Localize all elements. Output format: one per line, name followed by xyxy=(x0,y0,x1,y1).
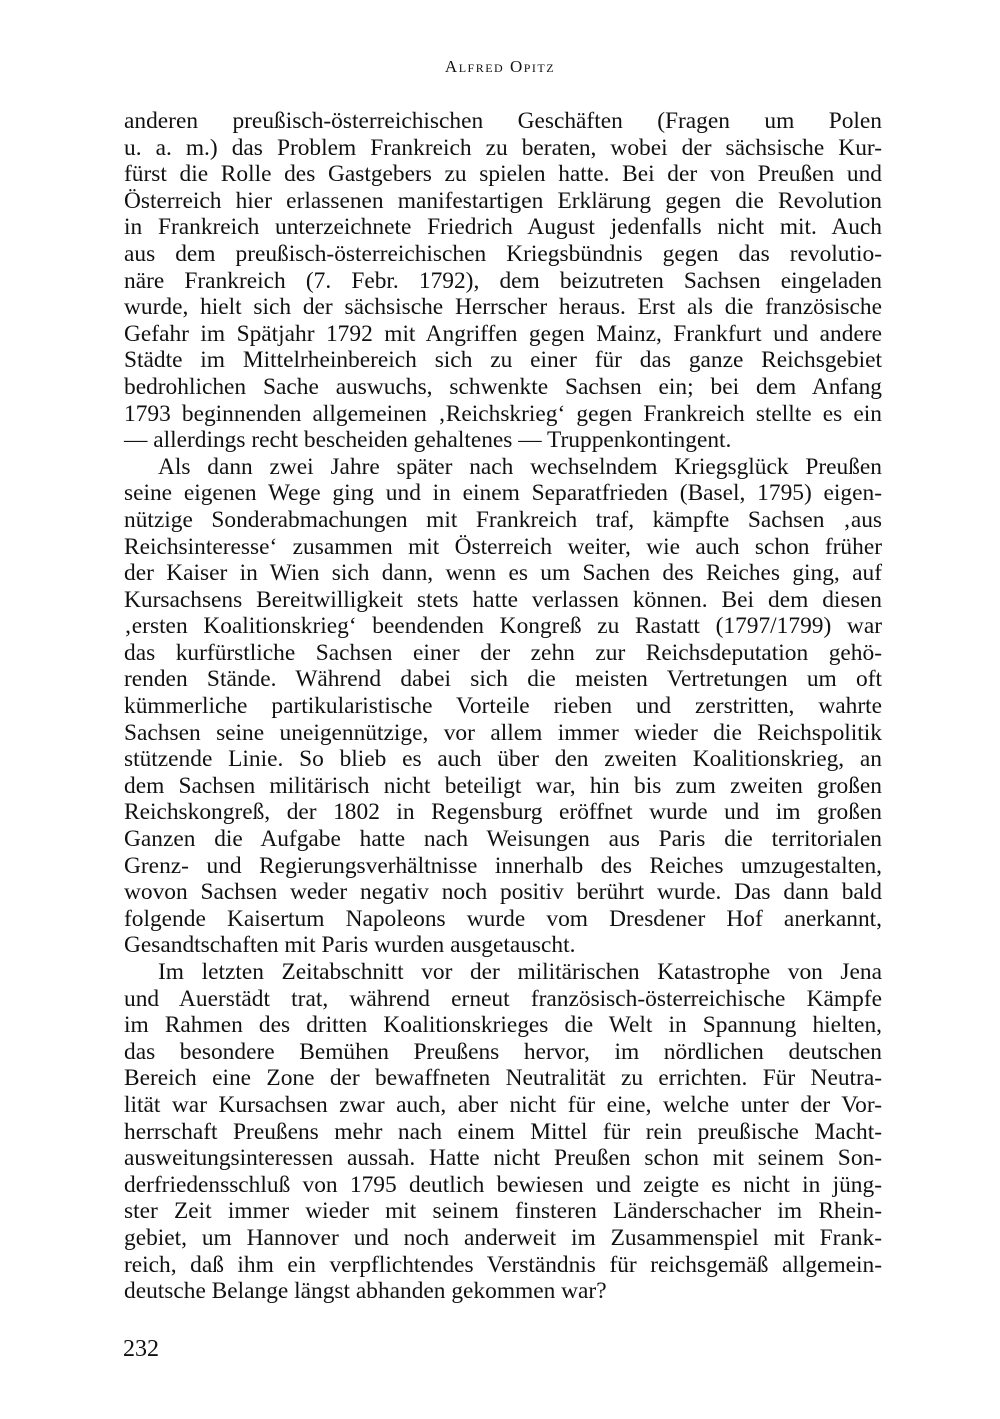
text-line: wovon Sachsen weder negativ noch positiv berührt wurde. Das dann bald xyxy=(124,879,882,906)
text-line: Städte im Mittelrheinbereich sich zu einer für das ganze Reichsgebiet xyxy=(124,347,882,374)
text-line: das kurfürstliche Sachsen einer der zehn zur Reichsdeputation gehö- xyxy=(124,639,882,666)
text-line: aus dem preußisch-österreichischen Kriegsbündnis gegen das revolutio- xyxy=(124,240,882,267)
text-line: der Kaiser in Wien sich dann, wenn es um Sachen des Reiches ging, auf xyxy=(124,560,882,587)
text-line: Als dann zwei Jahre später nach wechselndem Kriegsglück Preußen xyxy=(158,453,882,480)
text-line: Bereich eine Zone der bewaffneten Neutralität zu errichten. Für Neutra- xyxy=(124,1065,882,1092)
text-line: seine eigenen Wege ging und in einem Separatfrieden (Basel, 1795) eigen- xyxy=(124,480,882,507)
text-line: ‚ersten Koalitionskrieg‘ beendenden Kongreß zu Rastatt (1797/1799) war xyxy=(124,613,882,640)
text-line: renden Stände. Während dabei sich die meisten Vertretungen um oft xyxy=(124,666,882,693)
page-number: 232 xyxy=(123,1336,159,1362)
text-line: Reichskongreß, der 1802 in Regensburg eröffnet wurde und im großen xyxy=(124,799,882,826)
text-line: derfriedensschluß von 1795 deutlich bewiesen und zeigte es nicht in jüng- xyxy=(124,1171,882,1198)
paragraph xyxy=(124,454,882,959)
text-line: nützige Sonderabmachungen mit Frankreich traf, kämpfte Sachsen ‚aus xyxy=(124,506,882,533)
text-line: dem Sachsen militärisch nicht beteiligt war, hin bis zum zweiten großen xyxy=(124,772,882,799)
text-line: in Frankreich unterzeichnete Friedrich August jedenfalls nicht mit. Auch xyxy=(124,214,882,241)
text-line: Im letzten Zeitabschnitt vor der militärischen Katastrophe von Jena xyxy=(158,959,882,985)
text-line: näre Frankreich (7. Febr. 1792), dem beizutreten Sachsen eingeladen xyxy=(124,267,882,294)
text-line: — allerdings recht bescheiden gehaltenes — Truppenkontingent. xyxy=(124,427,732,454)
text-line: fürst die Rolle des Gastgebers zu spielen hatte. Bei der von Preußen und xyxy=(124,161,882,188)
text-line: bedrohlichen Sache auswuchs, schwenkte Sachsen ein; bei dem Anfang xyxy=(124,373,882,400)
text-line: folgende Kaisertum Napoleons wurde vom Dresdener Hof anerkannt, xyxy=(124,905,882,932)
text-line: u. a. m.) das Problem Frankreich zu beraten, wobei der sächsische Kur- xyxy=(124,134,882,161)
text-line: gebiet, um Hannover und noch anderweit im Zusammenspiel mit Frank- xyxy=(124,1224,882,1251)
text-line: Ganzen die Aufgabe hatte nach Weisungen aus Paris die territorialen xyxy=(124,826,882,853)
text-line: stützende Linie. So blieb es auch über den zweiten Koalitionskrieg, an xyxy=(124,746,882,773)
text-line: Gefahr im Spätjahr 1792 mit Angriffen gegen Mainz, Frankfurt und andere xyxy=(124,320,882,347)
text-line: das besondere Bemühen Preußens hervor, im nördlichen deutschen xyxy=(124,1038,882,1065)
text-line: Grenz- und Regierungsverhältnisse innerhalb des Reiches umzugestalten, xyxy=(124,852,882,879)
text-line: und Auerstädt trat, während erneut französisch-österreichische Kämpfe xyxy=(124,985,882,1012)
text-line: ster Zeit immer wieder mit seinem finsteren Länderschacher im Rhein- xyxy=(124,1198,882,1225)
text-line: kümmerliche partikularistische Vorteile rieben und zerstritten, wahrte xyxy=(124,693,882,720)
paragraph xyxy=(124,108,882,454)
paragraph xyxy=(124,959,882,1305)
text-line: deutsche Belange längst abhanden gekommen war? xyxy=(124,1278,607,1305)
text-line: im Rahmen des dritten Koalitionskrieges die Welt in Spannung hielten, xyxy=(124,1012,882,1039)
body-text xyxy=(124,108,882,1305)
text-line: anderen preußisch-österreichischen Geschäften (Fragen um Polen xyxy=(124,108,882,134)
text-line: Gesandtschaften mit Paris wurden ausgetauscht. xyxy=(124,932,576,959)
text-line: Sachsen seine uneigennützige, vor allem immer wieder die Reichspolitik xyxy=(124,719,882,746)
text-line: Reichsinteresse‘ zusammen mit Österreich weiter, wie auch schon früher xyxy=(124,533,882,560)
text-line: reich, daß ihm ein verpflichtendes Verständnis für reichsgemäß allgemein- xyxy=(124,1251,882,1278)
text-line: 1793 beginnenden allgemeinen ‚Reichskrieg‘ gegen Frankreich stellte es ein xyxy=(124,400,882,427)
text-line: herrschaft Preußens mehr nach einem Mittel für rein preußische Macht- xyxy=(124,1118,882,1145)
running-head: Alfred Opitz xyxy=(444,57,556,76)
text-line: ausweitungsinteressen aussah. Hatte nicht Preußen schon mit seinem Son- xyxy=(124,1145,882,1172)
text-line: Kursachsens Bereitwilligkeit stets hatte verlassen können. Bei dem diesen xyxy=(124,586,882,613)
text-line: Österreich hier erlassenen manifestartigen Erklärung gegen die Revolution xyxy=(124,187,882,214)
text-line: lität war Kursachsen zwar auch, aber nicht für eine, welche unter der Vor- xyxy=(124,1091,882,1118)
text-line: wurde, hielt sich der sächsische Herrscher heraus. Erst als die französische xyxy=(124,294,882,321)
